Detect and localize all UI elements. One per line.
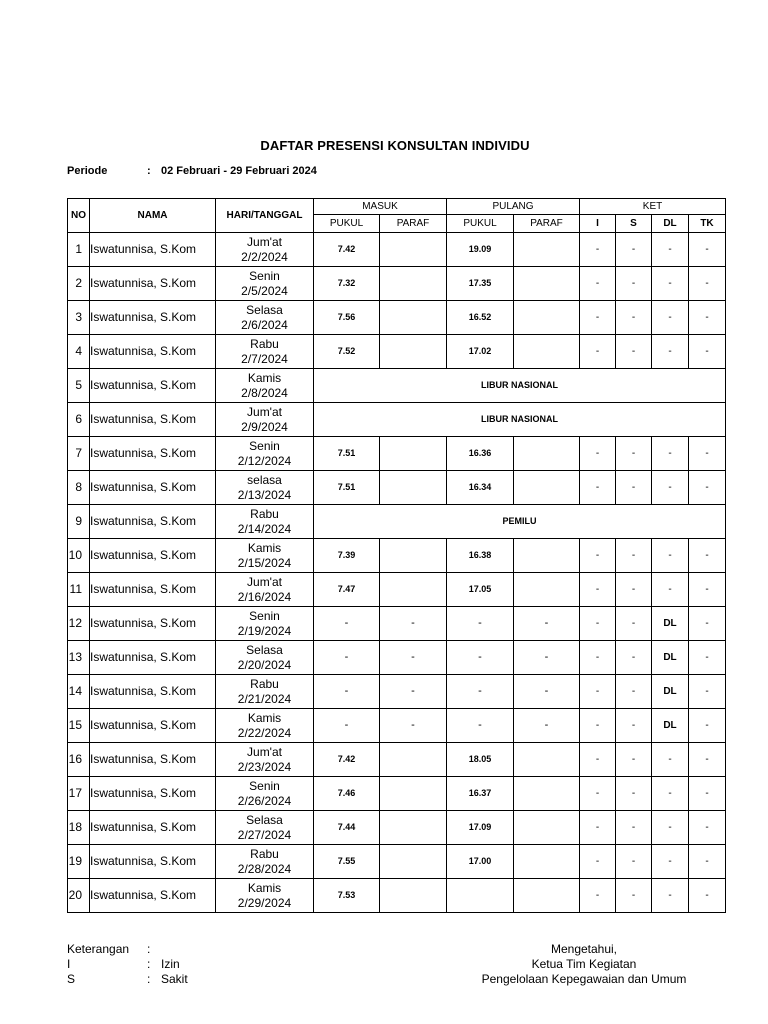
row-masuk-paraf: - [380,607,447,641]
periode-value: 02 Februari - 29 Februari 2024 [161,165,317,177]
row-day-date [216,335,314,369]
row-date: 2/29/2024 [237,895,292,910]
row-date: 2/9/2024 [241,419,288,434]
row-ket-tk: - [689,471,726,505]
table-row [68,777,726,811]
row-day-date [216,743,314,777]
row-masuk-pukul: 7.32 [314,267,380,301]
row-date: 2/8/2024 [241,385,288,400]
row-ket-i: - [580,879,616,913]
row-name: Iswatunnisa, S.Kom [90,811,216,845]
row-ket-i: - [580,845,616,879]
row-ket-tk: - [689,573,726,607]
row-day: Selasa [246,302,283,317]
row-masuk-pukul: - [314,607,380,641]
legend-colon-s: : [147,972,151,986]
row-ket-s: - [616,573,652,607]
row-pulang-pukul: 16.37 [447,777,514,811]
row-date: 2/5/2024 [241,283,288,298]
row-ket-dl: - [652,811,689,845]
table-row [68,267,726,301]
row-number: 5 [68,369,90,403]
row-masuk-pukul: 7.39 [314,539,380,573]
row-ket-s: - [616,301,652,335]
row-name: Iswatunnisa, S.Kom [90,437,216,471]
row-number: 14 [68,675,90,709]
row-day: Kamis [247,370,282,385]
row-pulang-paraf [514,539,580,573]
row-pulang-pukul: 16.36 [447,437,514,471]
header-pulang: PULANG [447,199,580,215]
row-ket-s: - [616,471,652,505]
row-masuk-pukul: - [314,709,380,743]
row-number: 9 [68,505,90,539]
row-number: 15 [68,709,90,743]
row-day: Rabu [250,676,279,691]
row-masuk-pukul: 7.52 [314,335,380,369]
row-number: 1 [68,233,90,267]
row-pulang-pukul: - [447,641,514,675]
table-row [68,607,726,641]
row-number: 4 [68,335,90,369]
row-day: Rabu [250,506,279,521]
row-number: 19 [68,845,90,879]
row-day: Jum'at [247,744,282,759]
row-remark: LIBUR NASIONAL [314,369,726,403]
row-masuk-pukul: 7.51 [314,471,380,505]
row-masuk-paraf [380,845,447,879]
row-number: 11 [68,573,90,607]
row-date: 2/19/2024 [237,623,292,638]
table-row [68,743,726,777]
row-ket-i: - [580,471,616,505]
document-title: DAFTAR PRESENSI KONSULTAN INDIVIDU [260,138,530,153]
row-date: 2/2/2024 [241,249,288,264]
row-ket-dl: DL [652,641,689,675]
row-ket-dl: - [652,539,689,573]
row-ket-dl: - [652,335,689,369]
row-name: Iswatunnisa, S.Kom [90,267,216,301]
row-number: 7 [68,437,90,471]
row-name: Iswatunnisa, S.Kom [90,641,216,675]
row-pulang-pukul: - [447,709,514,743]
row-ket-s: - [616,233,652,267]
row-masuk-pukul: 7.42 [314,233,380,267]
table-row [68,879,726,913]
signature-line-3: Pengelolaan Kepegawaian dan Umum [481,972,687,986]
row-ket-dl: - [652,301,689,335]
row-number: 10 [68,539,90,573]
row-day: Selasa [246,642,283,657]
row-pulang-pukul: 16.38 [447,539,514,573]
row-day-date [216,641,314,675]
row-pulang-pukul [447,879,514,913]
row-day-date [216,233,314,267]
legend-code-s: S [67,972,76,986]
row-day: Kamis [247,880,282,895]
row-date: 2/21/2024 [237,691,292,706]
signature-block [450,942,718,987]
row-date: 2/6/2024 [241,317,288,332]
row-day-date [216,573,314,607]
row-date: 2/23/2024 [237,759,292,774]
row-number: 17 [68,777,90,811]
row-ket-dl: - [652,437,689,471]
row-pulang-paraf [514,845,580,879]
row-ket-dl: - [652,879,689,913]
row-day-date [216,777,314,811]
table-row [68,811,726,845]
row-ket-i: - [580,675,616,709]
row-ket-i: - [580,709,616,743]
row-masuk-pukul: 7.47 [314,573,380,607]
row-day: Jum'at [247,574,282,589]
row-number: 3 [68,301,90,335]
row-date: 2/7/2024 [241,351,288,366]
table-row [68,369,726,403]
row-ket-tk: - [689,675,726,709]
row-name: Iswatunnisa, S.Kom [90,607,216,641]
row-pulang-paraf [514,335,580,369]
signature-line-2: Ketua Tim Kegiatan [531,957,637,971]
row-masuk-paraf [380,743,447,777]
table-row [68,505,726,539]
header-ket-i: I [580,215,616,233]
row-pulang-paraf [514,743,580,777]
row-name: Iswatunnisa, S.Kom [90,743,216,777]
row-masuk-paraf [380,335,447,369]
row-day: Jum'at [247,234,282,249]
row-day-date [216,437,314,471]
row-masuk-pukul: 7.56 [314,301,380,335]
row-pulang-pukul: 17.09 [447,811,514,845]
row-pulang-pukul: 16.52 [447,301,514,335]
header-ket-s: S [616,215,652,233]
row-ket-i: - [580,267,616,301]
row-masuk-pukul: 7.44 [314,811,380,845]
row-pulang-paraf [514,777,580,811]
row-date: 2/16/2024 [237,589,292,604]
row-ket-tk: - [689,301,726,335]
row-day: Senin [249,438,280,453]
row-day: Kamis [247,710,282,725]
row-masuk-paraf [380,471,447,505]
row-ket-i: - [580,607,616,641]
row-ket-tk: - [689,811,726,845]
legend-code-i: I [67,957,71,971]
row-number: 2 [68,267,90,301]
row-masuk-paraf [380,301,447,335]
row-pulang-paraf: - [514,709,580,743]
row-ket-s: - [616,743,652,777]
table-row [68,845,726,879]
row-ket-i: - [580,437,616,471]
row-name: Iswatunnisa, S.Kom [90,335,216,369]
row-number: 13 [68,641,90,675]
row-ket-s: - [616,607,652,641]
row-masuk-pukul: - [314,641,380,675]
row-number: 18 [68,811,90,845]
header-ket-tk: TK [689,215,726,233]
row-ket-tk: - [689,437,726,471]
row-pulang-paraf [514,301,580,335]
row-pulang-pukul: 17.35 [447,267,514,301]
row-masuk-pukul: 7.53 [314,879,380,913]
row-ket-i: - [580,777,616,811]
legend-desc-s: Sakit [161,972,188,986]
table-row [68,335,726,369]
row-pulang-paraf [514,267,580,301]
row-pulang-pukul: 16.34 [447,471,514,505]
row-number: 6 [68,403,90,437]
header-masuk: MASUK [314,199,447,215]
row-ket-tk: - [689,233,726,267]
row-ket-tk: - [689,879,726,913]
row-ket-i: - [580,743,616,777]
table-row [68,471,726,505]
attendance-table [67,198,726,913]
header-hari-tanggal: HARI/TANGGAL [216,199,314,233]
row-pulang-paraf: - [514,675,580,709]
row-pulang-paraf [514,573,580,607]
row-masuk-paraf [380,573,447,607]
row-date: 2/12/2024 [237,453,292,468]
row-day-date [216,539,314,573]
row-masuk-pukul: 7.51 [314,437,380,471]
row-pulang-paraf: - [514,641,580,675]
row-ket-s: - [616,811,652,845]
row-ket-dl: - [652,573,689,607]
row-day-date [216,369,314,403]
row-name: Iswatunnisa, S.Kom [90,301,216,335]
keterangan-colon: : [147,942,151,956]
row-day: Senin [249,268,280,283]
row-masuk-paraf: - [380,675,447,709]
row-ket-dl: - [652,845,689,879]
row-pulang-pukul: 19.09 [447,233,514,267]
row-ket-dl: - [652,471,689,505]
row-day: Rabu [250,336,279,351]
row-masuk-paraf [380,437,447,471]
keterangan-block [67,942,267,987]
row-day: Jum'at [247,404,282,419]
header-masuk-paraf: PARAF [380,215,447,233]
row-ket-s: - [616,437,652,471]
periode-line [67,165,317,177]
row-day: Rabu [250,846,279,861]
row-masuk-pukul: 7.46 [314,777,380,811]
row-masuk-pukul: 7.55 [314,845,380,879]
row-date: 2/27/2024 [237,827,292,842]
row-ket-tk: - [689,845,726,879]
row-date: 2/14/2024 [237,521,292,536]
row-day: Senin [249,778,280,793]
row-ket-dl: - [652,267,689,301]
table-row [68,709,726,743]
row-name: Iswatunnisa, S.Kom [90,573,216,607]
row-ket-s: - [616,709,652,743]
row-ket-dl: DL [652,675,689,709]
row-date: 2/15/2024 [237,555,292,570]
row-ket-dl: - [652,777,689,811]
row-pulang-paraf [514,437,580,471]
row-pulang-paraf [514,471,580,505]
row-ket-tk: - [689,539,726,573]
header-pulang-pukul: PUKUL [447,215,514,233]
row-masuk-paraf: - [380,709,447,743]
row-ket-s: - [616,539,652,573]
row-ket-tk: - [689,743,726,777]
row-ket-dl: DL [652,607,689,641]
row-ket-dl: DL [652,709,689,743]
header-masuk-pukul: PUKUL [314,215,380,233]
legend-desc-i: Izin [161,957,180,971]
row-day-date [216,301,314,335]
header-pulang-paraf: PARAF [514,215,580,233]
row-day-date [216,675,314,709]
row-ket-i: - [580,301,616,335]
row-remark: LIBUR NASIONAL [314,403,726,437]
row-pulang-paraf [514,233,580,267]
row-name: Iswatunnisa, S.Kom [90,845,216,879]
row-day-date [216,267,314,301]
row-ket-i: - [580,641,616,675]
row-date: 2/22/2024 [237,725,292,740]
row-day: selasa [247,472,282,487]
row-ket-i: - [580,335,616,369]
row-day-date [216,471,314,505]
row-remark: PEMILU [314,505,726,539]
row-name: Iswatunnisa, S.Kom [90,539,216,573]
row-ket-s: - [616,675,652,709]
row-masuk-pukul: 7.42 [314,743,380,777]
row-day-date [216,811,314,845]
legend-colon-i: : [147,957,151,971]
row-pulang-pukul: - [447,607,514,641]
row-ket-tk: - [689,777,726,811]
row-masuk-paraf [380,539,447,573]
row-name: Iswatunnisa, S.Kom [90,369,216,403]
row-date: 2/28/2024 [237,861,292,876]
table-row [68,301,726,335]
row-ket-i: - [580,539,616,573]
row-number: 8 [68,471,90,505]
row-pulang-paraf: - [514,607,580,641]
row-ket-s: - [616,335,652,369]
row-day-date [216,879,314,913]
row-date: 2/26/2024 [237,793,292,808]
row-day-date [216,845,314,879]
row-ket-i: - [580,811,616,845]
keterangan-label: Keterangan [67,942,130,956]
row-ket-tk: - [689,641,726,675]
row-pulang-paraf [514,879,580,913]
row-name: Iswatunnisa, S.Kom [90,879,216,913]
row-day-date [216,505,314,539]
signature-line-1: Mengetahui, [550,942,618,956]
row-masuk-paraf: - [380,641,447,675]
header-ket: KET [580,199,726,215]
row-day: Senin [249,608,280,623]
row-masuk-paraf [380,879,447,913]
row-pulang-pukul: - [447,675,514,709]
row-pulang-pukul: 17.05 [447,573,514,607]
row-ket-s: - [616,845,652,879]
row-masuk-paraf [380,777,447,811]
row-name: Iswatunnisa, S.Kom [90,675,216,709]
row-ket-dl: - [652,743,689,777]
row-number: 20 [68,879,90,913]
row-name: Iswatunnisa, S.Kom [90,233,216,267]
row-day: Kamis [247,540,282,555]
row-name: Iswatunnisa, S.Kom [90,403,216,437]
row-day-date [216,709,314,743]
row-ket-s: - [616,641,652,675]
row-name: Iswatunnisa, S.Kom [90,709,216,743]
row-pulang-pukul: 17.02 [447,335,514,369]
row-pulang-paraf [514,811,580,845]
row-date: 2/13/2024 [237,487,292,502]
row-name: Iswatunnisa, S.Kom [90,777,216,811]
row-name: Iswatunnisa, S.Kom [90,471,216,505]
row-ket-tk: - [689,335,726,369]
row-pulang-pukul: 18.05 [447,743,514,777]
row-ket-tk: - [689,607,726,641]
table-row [68,573,726,607]
row-date: 2/20/2024 [237,657,292,672]
row-masuk-paraf [380,811,447,845]
row-ket-s: - [616,879,652,913]
row-number: 16 [68,743,90,777]
row-ket-i: - [580,233,616,267]
header-ket-dl: DL [652,215,689,233]
table-row [68,641,726,675]
row-ket-s: - [616,777,652,811]
header-nama: NAMA [90,199,216,233]
attendance-rows [68,233,726,913]
row-ket-tk: - [689,267,726,301]
row-ket-s: - [616,267,652,301]
periode-colon: : [147,165,151,177]
table-row [68,437,726,471]
row-day-date [216,607,314,641]
table-row [68,675,726,709]
row-day-date [216,403,314,437]
table-row [68,539,726,573]
row-masuk-pukul: - [314,675,380,709]
row-ket-tk: - [689,709,726,743]
row-name: Iswatunnisa, S.Kom [90,505,216,539]
row-pulang-pukul: 17.00 [447,845,514,879]
row-day: Selasa [246,812,283,827]
row-ket-dl: - [652,233,689,267]
row-masuk-paraf [380,233,447,267]
table-row [68,403,726,437]
row-ket-i: - [580,573,616,607]
periode-label: Periode [67,165,108,177]
header-no: NO [68,199,90,233]
table-row [68,233,726,267]
row-masuk-paraf [380,267,447,301]
row-number: 12 [68,607,90,641]
